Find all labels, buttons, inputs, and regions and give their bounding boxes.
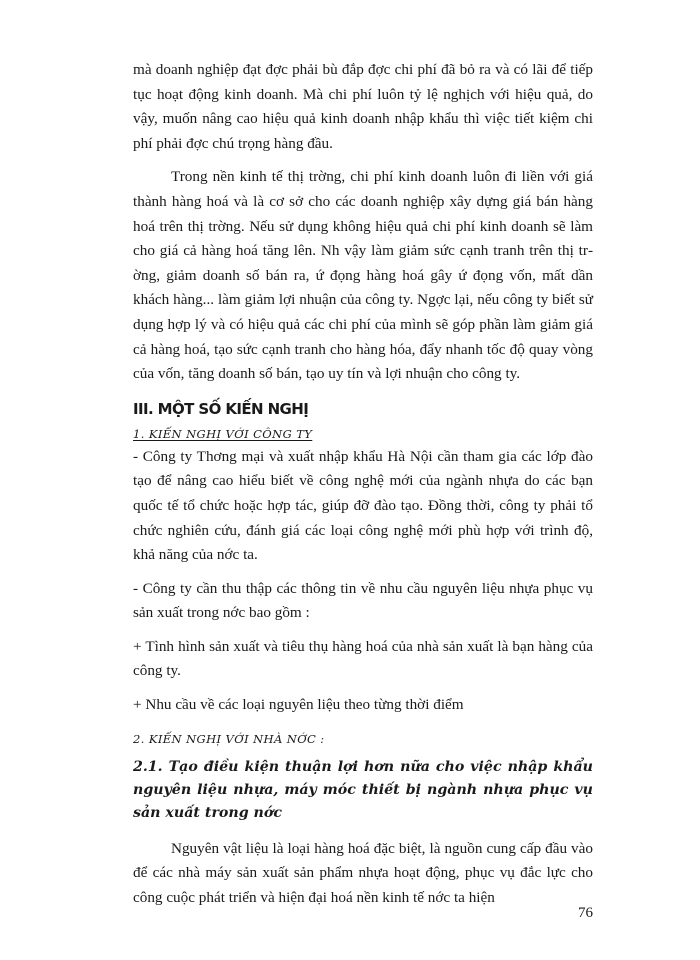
heading-company: 1. KIẾN NGHỊ VỚI CÔNG TY bbox=[133, 426, 313, 441]
paragraph: Nguyên vật liệu là loại hàng hoá đặc biệt, là nguồn cung cấp đầu vào để các nhà máy sản xuất sản phẩm nhựa hoạt động, phục vụ đắc lực cho công cuộc phát triển và hiện đại hoá nền kinh tế nớc ta hiện bbox=[133, 839, 593, 906]
heading-state: 2. KIẾN NGHỊ VỚI NHÀ NỚC : bbox=[133, 731, 325, 746]
section-heading: III. MỘT SỐ KIẾN NGHỊ bbox=[133, 399, 309, 418]
list-item: - Công ty Thơng mại và xuất nhập khẩu Hà Nội cần tham gia các lớp đào tạo để nâng cao hiểu biết về công nghệ mới của ngành nhựa do các bạn quốc tế tổ chức hoặc hợp tác, giúp đỡ đào tạo. Đồng thời, công ty phải tổ chức nghiên cứu, đánh giá các loại công nghệ mới phù hợp với trình độ, khả năng của nớc ta. bbox=[133, 447, 593, 564]
page-number: 76 bbox=[578, 905, 593, 921]
paragraph: Trong nền kinh tế thị trờng, chi phí kinh doanh luôn đi liền với giá thành hàng hoá và là cơ sở cho các doanh nghiệp xây dựng giá bán hàng hoá trên thị trờng. Nếu sử dụng không hiệu quả chi phí kinh doanh sẽ làm cho giá cả hàng hoá tăng lên. Nh vậy làm giảm sức cạnh tranh trên thị trờng, giảm doanh số bán ra, ứ đọng hàng hoá gây ứ đọng vốn, mất dần khách hàng... làm giảm lợi nhuận của công ty. Ngợc lại, nếu công ty biết sử dụng hợp lý và có hiệu quả các chi phí của mình sẽ góp phần làm giảm giá cả hàng hoá, tạo sức cạnh tranh cho hàng hóa, đẩy nhanh tốc độ quay vòng của vốn, tăng doanh số bán, tạo uy tín và lợi nhuận cho công ty. bbox=[133, 168, 593, 383]
list-item: + Tình hình sản xuất và tiêu thụ hàng hoá của nhà sản xuất là bạn hàng của công ty. bbox=[133, 637, 593, 680]
page-body bbox=[133, 58, 593, 910]
paragraph: mà doanh nghiệp đạt đợc phải bù đắp đợc chi phí đã bỏ ra và có lãi để tiếp tục hoạt động kinh doanh. Mà chi phí luôn tỷ lệ nghịch với hiệu quả, do vậy, muốn nâng cao hiệu quả kinh doanh nhập khẩu thì việc tiết kiệm chi phí phải đợc chú trọng hàng đầu. bbox=[133, 61, 593, 152]
list-item: - Công ty cần thu thập các thông tin về nhu cầu nguyên liệu nhựa phục vụ sản xuất trong nớc bao gồm : bbox=[133, 579, 593, 622]
subheading-2-1: 2.1. Tạo điều kiện thuận lợi hơn nữa cho việc nhập khẩu nguyên liệu nhựa, máy móc thiết bị ngành nhựa phục vụ sản xuất trong nớc bbox=[133, 758, 593, 821]
list-item: + Nhu cầu về các loại nguyên liệu theo từng thời điểm bbox=[133, 696, 464, 714]
